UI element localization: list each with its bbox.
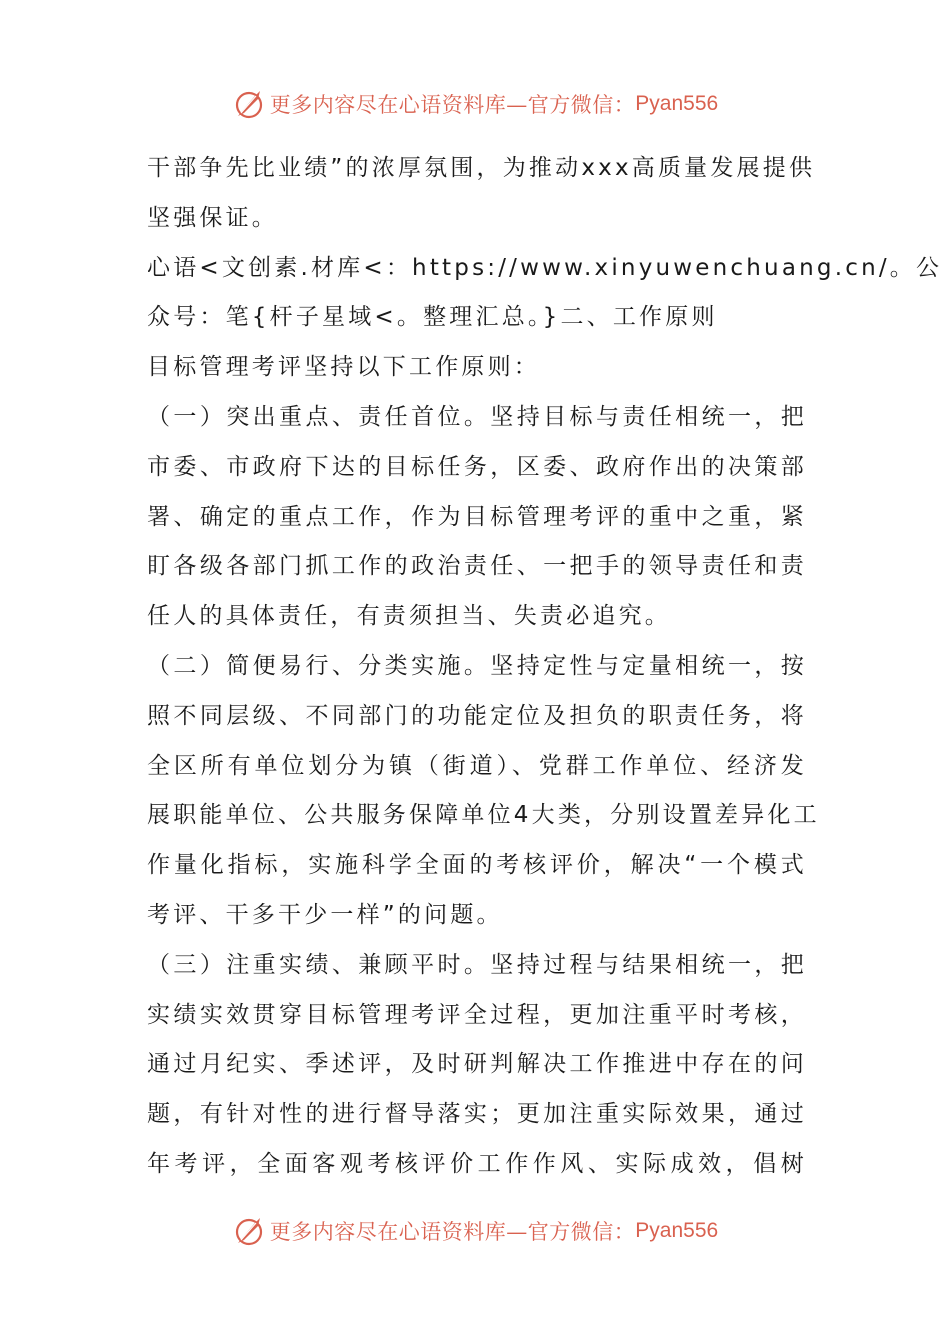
banner-handle: Pyan556 bbox=[635, 92, 719, 115]
text-line: 坚强保证。 bbox=[147, 204, 278, 231]
text-line: 年考评，全面客观考核评价工作作风、实际成效，倡树 bbox=[147, 1150, 807, 1177]
text-line: 任人的具体责任，有责须担当、失责必追究。 bbox=[147, 603, 671, 630]
banner-handle: Pyan556 bbox=[635, 1219, 719, 1242]
text-line: 考评、干多干少一样”的问题。 bbox=[147, 901, 503, 928]
text-line: 实绩实效贯穿目标管理考评全过程，更加注重平时考核， bbox=[147, 1001, 807, 1028]
text-line: 全区所有单位划分为镇（街道）、党群工作单位、经济发 bbox=[147, 752, 807, 779]
text-line: 心语<文创素.材库<：https://www.xinyuwenchuang.cn/。公 bbox=[147, 254, 943, 281]
banner-text: 更多内容尽在心语资料库—官方微信： bbox=[269, 93, 636, 117]
text-line: 干部争先比业绩”的浓厚氛围，为推动xxx高质量发展提供 bbox=[147, 155, 816, 181]
footer-banner bbox=[0, 1211, 950, 1251]
text-line: 通过月纪实、季述评，及时研判解决工作推进中存在的问 bbox=[147, 1051, 807, 1078]
text-line: 众号：笔{杆子星域<。整理汇总。}二、工作原则 bbox=[147, 304, 718, 331]
text-line: 展职能单位、公共服务保障单位4大类，分别设置差异化工 bbox=[147, 802, 820, 829]
document-body bbox=[147, 144, 943, 1190]
header-banner bbox=[0, 84, 950, 124]
text-line: （二）简便易行、分类实施。坚持定性与定量相统一，按 bbox=[147, 652, 807, 679]
text-line: 作量化指标，实施科学全面的考核评价，解决“一个模式 bbox=[147, 852, 807, 879]
text-line: 盯各级各部门抓工作的政治责任、一把手的领导责任和责 bbox=[147, 553, 807, 580]
quill-pen-circle-icon bbox=[232, 1214, 266, 1248]
text-line: 题，有针对性的进行督导落实；更加注重实际效果，通过 bbox=[147, 1101, 807, 1128]
text-line: 目标管理考评坚持以下工作原则： bbox=[147, 354, 540, 381]
text-line: 市委、市政府下达的目标任务，区委、政府作出的决策部 bbox=[147, 453, 807, 480]
quill-pen-circle-icon bbox=[232, 87, 266, 121]
text-line: 署、确定的重点工作，作为目标管理考评的重中之重，紧 bbox=[147, 503, 807, 530]
text-line: （三）注重实绩、兼顾平时。坚持过程与结果相统一，把 bbox=[147, 951, 807, 978]
banner-text: 更多内容尽在心语资料库—官方微信： bbox=[269, 1220, 636, 1244]
text-line: （一）突出重点、责任首位。坚持目标与责任相统一，把 bbox=[147, 403, 807, 430]
text-line: 照不同层级、不同部门的功能定位及担负的职责任务，将 bbox=[147, 702, 807, 729]
